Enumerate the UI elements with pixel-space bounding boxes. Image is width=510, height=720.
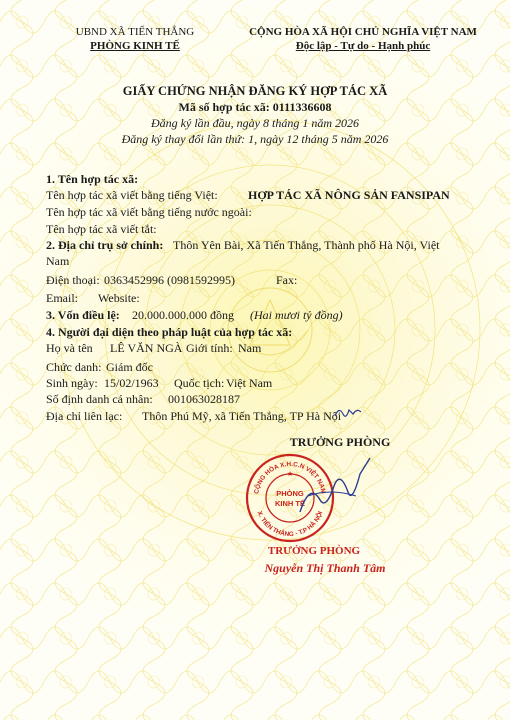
address-line-2: Nam [46,254,70,268]
email-label: Email: [46,291,78,305]
national-title: CỘNG HÒA XÃ HỘI CHỦ NGHĨA VIỆT NAM [249,26,477,38]
address-line-1: Thôn Yên Bài, Xã Tiến Thắng, Thành phố Hà Nội, Việt [173,238,440,252]
capital-in-words: (Hai mươi tỷ đồng) [250,308,343,322]
page-title: GIẤY CHỨNG NHẬN ĐĂNG KÝ HỢP TÁC XÃ [122,84,388,98]
short-name-label: Tên hợp tác xã viết tắt: [46,222,157,236]
rep-gender-value: Nam [238,341,262,355]
rep-id-value: 001063028187 [168,392,240,406]
stamp-top-text: CỘNG HÒA X.H.C.N VIỆT NAM [253,460,327,495]
stamp-center-line-1: PHÒNG [276,489,304,498]
section-3-heading: 3. Vốn điều lệ: [46,308,120,322]
rep-nationality-value: Việt Nam [226,376,273,390]
section-1-heading: 1. Tên hợp tác xã: [46,172,139,186]
foreign-name-label: Tên hợp tác xã viết bằng tiếng nước ngoài: [46,205,252,219]
signer-name: Nguyễn Thị Thanh Tâm [264,561,386,575]
rep-dob-label: Sinh ngày: [46,376,98,390]
phone-value: 0363452996 (0981592995) [104,273,235,287]
signature-heading: TRƯỞNG PHÒNG [289,435,391,449]
rep-title-label: Chức danh: [46,360,102,374]
rep-dob-value: 15/02/1963 [104,376,159,390]
rep-contact-value: Thôn Phú Mỹ, xã Tiến Thắng, TP Hà Nội [142,409,342,423]
rep-name-value: LÊ VĂN NGÀ [110,341,183,355]
website-label: Website: [98,291,140,305]
handwritten-signature [290,452,380,532]
national-motto: Độc lập - Tự do - Hạnh phúc [295,40,431,52]
cooperative-code: Mã số hợp tác xã: 0111336608 [178,100,332,114]
section-2-heading: 2. Địa chỉ trụ sở chính: [46,238,164,252]
rep-title-value: Giám đốc [106,360,153,374]
phone-label: Điện thoại: [46,273,100,287]
change-registration-date: Đăng ký thay đổi lần thứ: 1, ngày 12 tháng 5 năm 2026 [121,132,389,146]
vn-name-value: HỢP TÁC XÃ NÔNG SẢN FANSIPAN [248,188,450,202]
rep-contact-label: Địa chỉ liên lạc: [46,409,123,423]
rep-nationality-label: Quốc tịch: [174,376,225,390]
initials-mark [333,402,363,422]
rep-gender-label: Giới tính: [186,341,233,355]
vn-name-label: Tên hợp tác xã viết bằng tiếng Việt: [46,188,218,202]
department-name: PHÒNG KINH TẾ [90,40,180,52]
capital-value: 20.000.000.000 đồng [132,308,234,322]
stamp-star-icon: ★ [286,470,294,478]
section-4-heading: 4. Người đại diện theo pháp luật của hợp tác xã: [46,325,293,339]
stamp-bottom-text: X. TIẾN THẮNG - T.P HÀ NỘI [255,510,325,539]
issuing-authority: UBND XÃ TIẾN THẮNG [75,26,195,38]
fax-label: Fax: [276,273,298,287]
rep-name-label: Họ và tên [46,341,93,355]
stamp-signer-title: TRƯỞNG PHÒNG [267,545,361,557]
first-registration-date: Đăng ký lần đầu, ngày 8 tháng 1 năm 2026 [151,116,359,130]
stamp-center-line-2: KINH TẾ [275,499,305,508]
rep-id-label: Số định danh cá nhân: [46,392,153,406]
